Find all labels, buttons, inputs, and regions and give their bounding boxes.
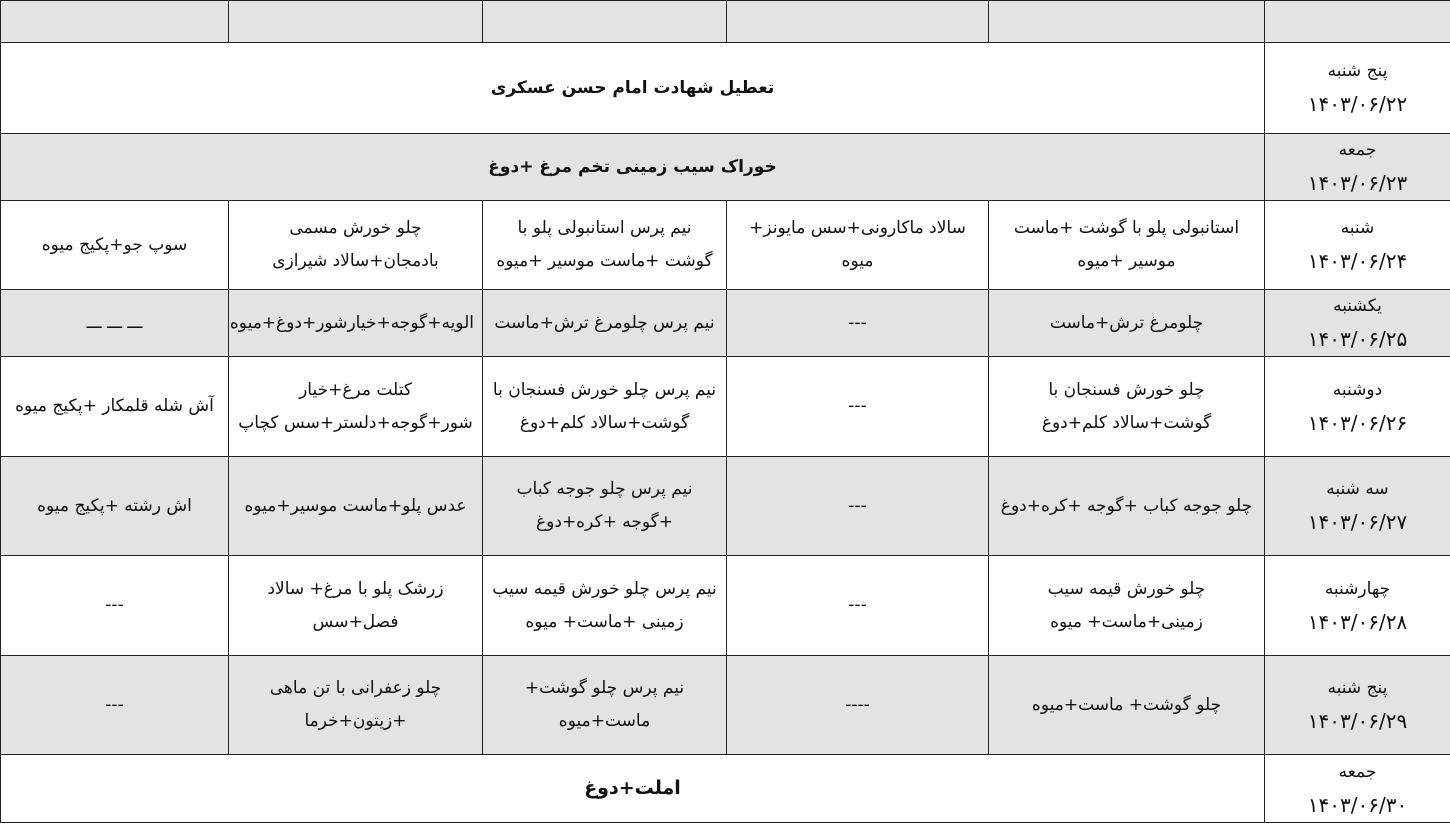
meal-cell: چلو خورش مسمی بادمجان+سالاد شیرازی — [229, 201, 483, 290]
meal-cell: چلو خورش فسنجان با گوشت+سالاد کلم+دوغ — [989, 357, 1265, 457]
date: ۱۴۰۳/۰۶/۲۵ — [1307, 327, 1408, 351]
table-row — [1, 43, 1450, 134]
day-name: پنج شنبه — [1327, 678, 1388, 698]
meal-cell: --- — [727, 357, 989, 457]
meal-cell: الویه+گوجه+خیارشور+دوغ+میوه — [229, 290, 483, 357]
merged-meal: املت+دوغ — [1, 755, 1265, 823]
table-row — [1, 556, 1450, 656]
meal-cell: نیم پرس چلو خورش قیمه سیب زمینی +ماست+ میوه — [483, 556, 727, 656]
table-row — [1, 457, 1450, 556]
merged-meal: خوراک سیب زمینی تخم مرغ +دوغ — [1, 134, 1265, 201]
day-cell — [1265, 656, 1450, 755]
date: ۱۴۰۳/۰۶/۲۲ — [1307, 92, 1408, 116]
date: ۱۴۰۳/۰۶/۲۸ — [1307, 609, 1408, 634]
date: ۱۴۰۳/۰۶/۲۶ — [1307, 410, 1408, 435]
day-name: چهارشنبه — [1324, 578, 1391, 599]
date: ۱۴۰۳/۰۶/۲۹ — [1307, 709, 1408, 733]
day-name: یکشنبه — [1333, 296, 1382, 316]
table-row — [1, 134, 1450, 201]
header-cell-day — [1265, 1, 1450, 43]
meal-cell: نیم پرس چلومرغ ترش+ماست — [483, 290, 727, 357]
meal-cell: چلو جوجه کباب +گوجه +کره+دوغ — [989, 457, 1265, 556]
date: ۱۴۰۳/۰۶/۲۷ — [1307, 510, 1408, 534]
meal-cell: چلو گوشت+ ماست+میوه — [989, 656, 1265, 755]
meal-cell: چلو زعفرانی با تن ماهی +زیتون+خرما — [229, 656, 483, 755]
table-row — [1, 201, 1450, 290]
table-header-row — [1, 1, 1450, 43]
header-cell-5 — [1, 1, 229, 43]
meal-cell: کتلت مرغ+خیار شور+گوجه+دلستر+سس کچاپ — [229, 357, 483, 457]
meal-cell: --- — [727, 457, 989, 556]
day-name: پنج شنبه — [1327, 61, 1388, 81]
meal-cell: عدس پلو+ماست موسیر+میوه — [229, 457, 483, 556]
day-name: سه شنبه — [1326, 479, 1389, 499]
day-name: دوشنبه — [1332, 379, 1383, 400]
header-cell-1 — [989, 1, 1265, 43]
meal-cell: --- — [727, 290, 989, 357]
header-cell-4 — [229, 1, 483, 43]
meal-cell: چلومرغ ترش+ماست — [989, 290, 1265, 357]
day-cell — [1265, 134, 1450, 201]
meal-cell: سالاد ماکارونی+سس مایونز+ میوه — [727, 201, 989, 290]
meal-cell: نیم پرس چلو جوجه کباب +گوجه +کره+دوغ — [483, 457, 727, 556]
day-cell — [1265, 755, 1450, 823]
day-cell — [1265, 43, 1450, 134]
meal-cell: نیم پرس چلو خورش فسنجان با گوشت+سالاد کلم+دوغ — [483, 357, 727, 457]
meal-cell: نیم پرس چلو گوشت+ ماست+میوه — [483, 656, 727, 755]
meal-cell: چلو خورش قیمه سیب زمینی+ماست+ میوه — [989, 556, 1265, 656]
meal-cell: --- — [1, 556, 229, 656]
meal-cell: نیم پرس استانبولی پلو با گوشت +ماست موسیر +میوه — [483, 201, 727, 290]
meal-cell: سوپ جو+پکیج میوه — [1, 201, 229, 290]
day-cell — [1265, 201, 1450, 290]
day-name: شنبه — [1340, 218, 1375, 238]
day-name: جمعه — [1338, 761, 1377, 782]
meal-cell: ---- — [727, 656, 989, 755]
meal-cell: استانبولی پلو با گوشت +ماست موسیر +میوه — [989, 201, 1265, 290]
holiday-note: تعطیل شهادت امام حسن عسکری — [1, 43, 1265, 134]
day-name: جمعه — [1338, 140, 1377, 160]
meal-cell: آش شله قلمکار +پکیج میوه — [1, 357, 229, 457]
day-cell — [1265, 457, 1450, 556]
header-cell-3 — [483, 1, 727, 43]
meal-cell: زرشک پلو با مرغ+ سالاد فصل+سس — [229, 556, 483, 656]
table-row — [1, 656, 1450, 755]
day-cell — [1265, 290, 1450, 357]
day-cell — [1265, 357, 1450, 457]
meal-cell: اش رشته +پکیج میوه — [1, 457, 229, 556]
date: ۱۴۰۳/۰۶/۳۰ — [1307, 792, 1408, 817]
date: ۱۴۰۳/۰۶/۲۳ — [1307, 171, 1408, 195]
meal-cell: --- — [727, 556, 989, 656]
date: ۱۴۰۳/۰۶/۲۴ — [1307, 249, 1408, 273]
day-cell — [1265, 556, 1450, 656]
meal-cell: --- — [1, 656, 229, 755]
table-row — [1, 755, 1450, 823]
table-row — [1, 357, 1450, 457]
meal-cell: ـــ ـــ ـــ — [1, 290, 229, 357]
header-cell-2 — [727, 1, 989, 43]
table-row — [1, 290, 1450, 357]
